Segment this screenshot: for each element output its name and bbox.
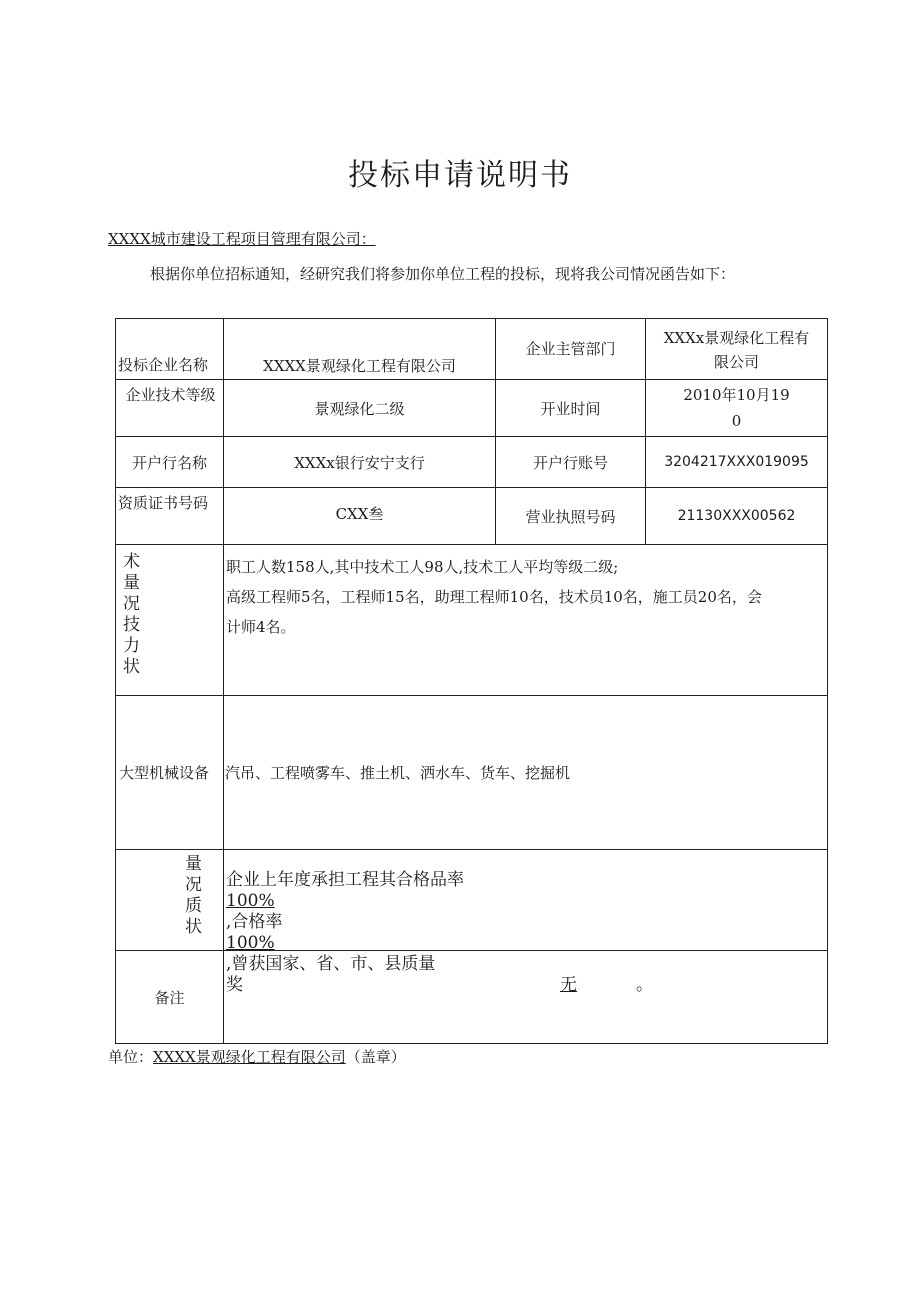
quality-award-value: 无 [560, 975, 577, 995]
supervisor-value-line1: XXXx景观绿化工程有 [663, 329, 810, 347]
remarks-value [224, 951, 827, 1043]
cert-value: CXX叁 [335, 504, 384, 523]
license-label: 营业执照号码 [525, 507, 616, 526]
tech-power-label: 术 量 况 技 力 状 [123, 552, 140, 677]
supervisor-value-line2: 限公司 [713, 353, 759, 371]
info-table [115, 318, 828, 1044]
bank-value: XXXx银行安宁支行 [294, 453, 425, 472]
bidder-name-label: 投标企业名称 [118, 356, 209, 374]
document-title: 投标申请说明书 [348, 158, 572, 193]
license-value: 21130XXX00562 [677, 508, 796, 524]
open-time-label: 开业时间 [540, 399, 601, 418]
quality-content: 企业上年度承担工程其合格品率 100% ,合格率 100% ,曾获国家、省、市、县质量 奖 无 。 [226, 870, 653, 995]
machinery-value: 汽吊、工程喷雾车、推土机、洒水车、货车、挖掘机 [225, 764, 571, 782]
quality-label: 量 况 质 状 [185, 854, 202, 937]
tech-grade-value: 景观绿化二级 [314, 399, 405, 418]
bidder-name-value: XXXX景观绿化工程有限公司 [263, 356, 456, 375]
tech-power-content: 职工人数158人,其中技术工人98人,技术工人平均等级二级; 高级工程师5名，工程师15名，助理工程师10名，技术员10名，施工员20名，会 计师4名。 [226, 558, 762, 636]
open-time-value-line1: 2010年10月19 [683, 386, 790, 404]
account-label: 开户行账号 [532, 453, 608, 472]
open-time-value-line2: 0 [731, 412, 742, 430]
account-value: 3204217XXX019095 [664, 454, 809, 470]
bank-label: 开户行名称 [131, 453, 207, 472]
machinery-label: 大型机械设备 [119, 764, 210, 782]
tech-grade-label: 企业技术等级 [125, 386, 216, 404]
remarks-label: 备注 [154, 988, 185, 1007]
addressee: XXXX城市建设工程项目管理有限公司： [108, 230, 376, 248]
footer-company: XXXX景观绿化工程有限公司 [153, 1048, 346, 1066]
supervisor-label: 企业主管部门 [525, 340, 616, 358]
cert-label: 资质证书号码 [118, 494, 209, 512]
footer-signature: 单位：XXXX景观绿化工程有限公司（盖章） [108, 1048, 406, 1066]
intro-paragraph: 根据你单位招标通知，经研究我们将参加你单位工程的投标，现将我公司情况函告如下： [150, 265, 736, 283]
